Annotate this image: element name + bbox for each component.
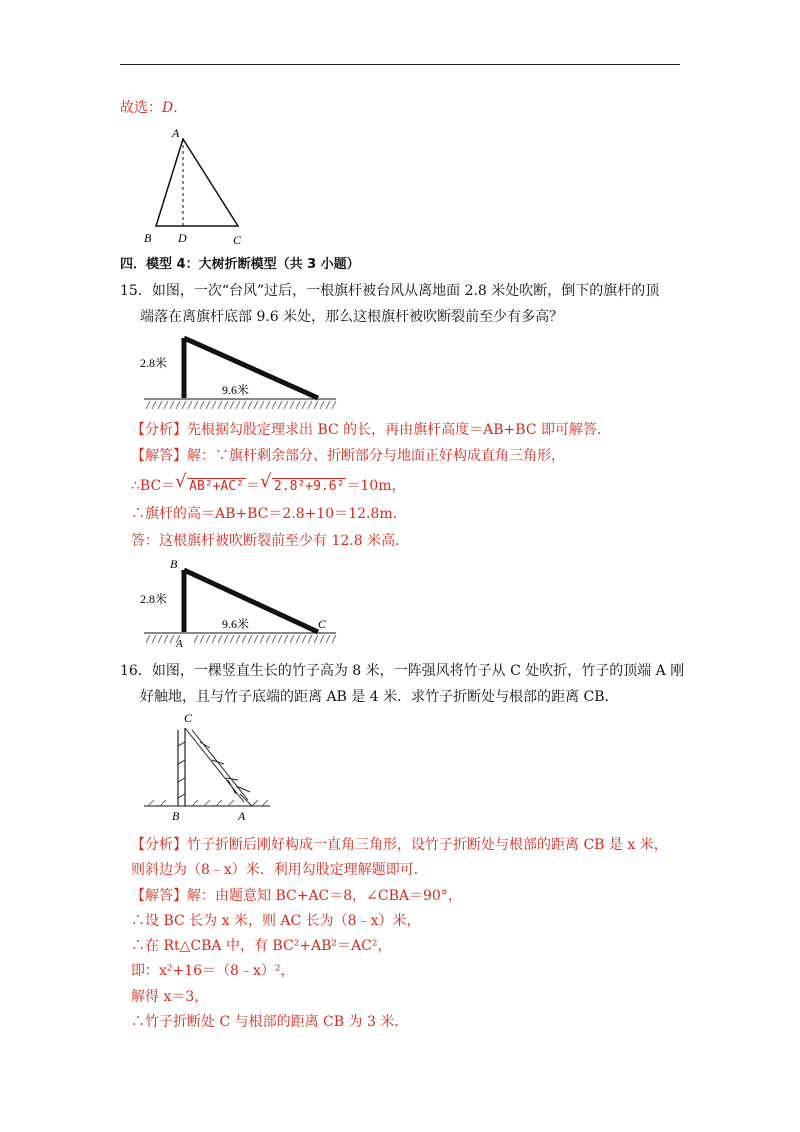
ground-hatch-2 — [146, 635, 336, 643]
q16-line1: 16．如图，一棵竖直生长的竹子高为 8 米，一阵强风将竹子从 C 处吹折，竹子的顶端 A 刚 — [120, 663, 685, 679]
q15-analysis — [131, 420, 611, 440]
q16-step3: 即：x²+16＝（8﹣x）²， — [131, 963, 295, 979]
q16-step5: ∴竹子折断处 C 与根部的距离 CB 为 3 米． — [131, 1014, 409, 1030]
sqrt-1: √ AB²+AC² — [175, 471, 244, 494]
answer-value: D — [162, 100, 174, 116]
q15-line1: 15．如图，一次“台风”过后，一根旗杆被台风从离地面 2.8 米处吹断，倒下的旗杆的顶 — [120, 283, 660, 299]
label-b-2: B — [170, 557, 178, 571]
height-label-2: 2.8米 — [140, 592, 168, 606]
label-d: D — [178, 231, 187, 245]
q16-analysis — [131, 835, 668, 855]
q15-answer: 答：这根旗杆被吹断裂前至少有 12.8 米高． — [131, 533, 410, 549]
q16-bamboo-figure — [140, 708, 275, 826]
q16-solution — [131, 886, 462, 906]
analysis-tag: 【分析】 — [131, 422, 187, 438]
label-c-2: C — [318, 617, 327, 631]
triangle-figure — [140, 124, 250, 248]
ground-hatch — [146, 401, 336, 409]
q16-line2: 好触地，且与竹子底端的距离 AB 是 4 米．求竹子折断处与根部的距离 CB． — [140, 689, 619, 705]
q15-solution — [131, 446, 565, 466]
analysis-text-2: 竹子折断后刚好构成一直角三角形，设竹子折断处与根部的距离 CB 是 x 米， — [187, 837, 668, 853]
base-label-2: 9.6米 — [222, 617, 250, 631]
answer-prefix: 故选： — [120, 100, 162, 116]
answer-choice — [120, 98, 178, 118]
label-a-2: A — [176, 638, 183, 648]
q15-line2: 端落在离旗杆底部 9.6 米处，那么这根旗杆被吹断裂前至少有多高？ — [140, 309, 564, 325]
section-heading: 四．模型 4：大树折断模型（共 3 小题） — [120, 257, 360, 272]
solution-text-2: 解：由题意知 BC+AC＝8，∠CBA＝90°， — [187, 888, 462, 904]
broken-part — [184, 338, 318, 398]
solution-text: 解：∵旗杆剩余部分、折断部分与地面正好构成直角三角形， — [187, 448, 565, 464]
base-label: 9.6米 — [222, 383, 250, 397]
label-a-3: A — [238, 809, 246, 823]
solution-tag: 【解答】 — [131, 448, 187, 464]
answer-suffix: . — [173, 100, 178, 116]
q15-flagpole-figure — [140, 330, 340, 412]
q16-step4: 解得 x＝3， — [131, 989, 209, 1005]
bamboo-nodes — [178, 742, 185, 798]
label-b-3: B — [172, 809, 180, 823]
bamboo-broken-part — [185, 728, 252, 806]
triangle-abc — [156, 139, 238, 226]
sqrt-2: √ 2.8²+9.6² — [259, 471, 345, 494]
broken-part-2 — [184, 570, 318, 632]
q15-flagpole-figure-labeled — [140, 556, 340, 648]
q16-analysis2: 则斜边为（8﹣x）米．利用勾股定理解题即可． — [131, 862, 428, 878]
header-rule — [120, 64, 680, 65]
eq1-lhs: ∴BC＝ — [131, 478, 176, 494]
label-a: A — [172, 126, 180, 140]
ground-hatch-3 — [148, 800, 268, 806]
eq1-rhs: ＝10m， — [346, 478, 406, 494]
height-label: 2.8米 — [140, 356, 168, 370]
q16-step1: ∴设 BC 长为 x 米，则 AC 长为（8﹣x）米， — [131, 913, 421, 929]
radicand-1: AB²+AC² — [189, 479, 244, 494]
label-c: C — [233, 233, 242, 247]
q15-eq2: ∴旗杆的高＝AB+BC＝2.8+10＝12.8m． — [131, 506, 407, 522]
solution-tag-2: 【解答】 — [131, 888, 187, 904]
radicand-2: 2.8²+9.6² — [273, 479, 345, 494]
q16-step2: ∴在 Rt△CBA 中，有 BC²+AB²＝AC²， — [131, 938, 392, 954]
label-b: B — [144, 231, 152, 245]
analysis-text: 先根据勾股定理求出 BC 的长，再由旗杆高度＝AB+BC 即可解答． — [187, 422, 611, 438]
q15-eq1 — [131, 471, 406, 497]
eq1-equals: ＝ — [245, 478, 260, 494]
analysis-tag-2: 【分析】 — [131, 837, 187, 853]
label-c-3: C — [184, 711, 193, 725]
